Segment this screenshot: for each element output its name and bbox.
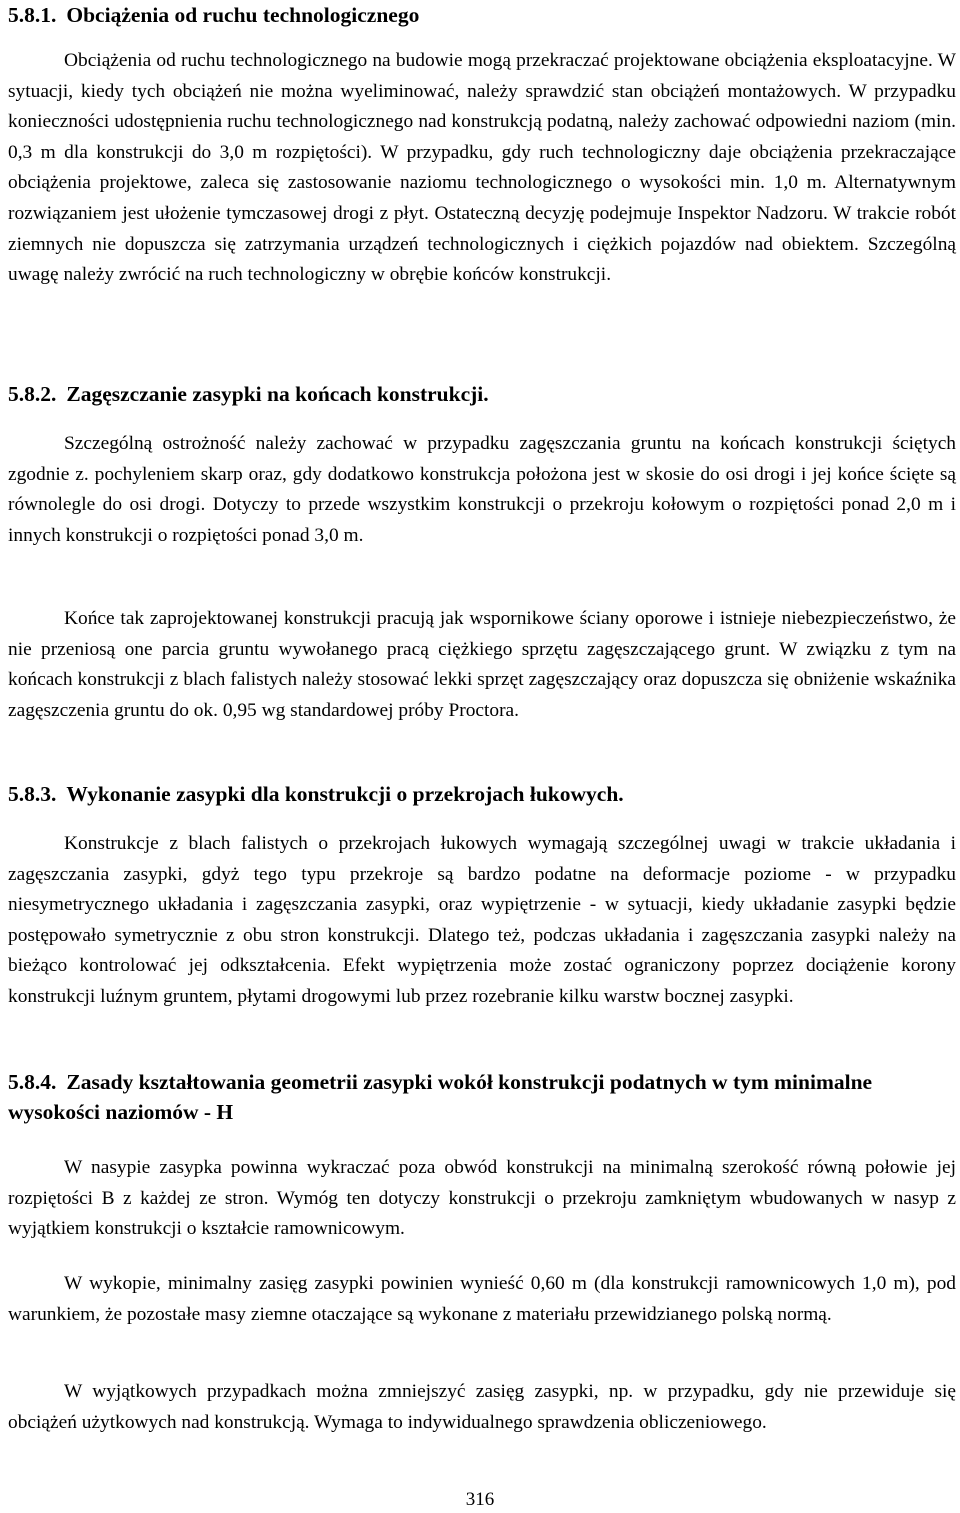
- section-title: Wykonanie zasypki dla konstrukcji o przekrojach łukowych.: [66, 782, 624, 806]
- paragraph: Konstrukcje z blach falistych o przekrojach łukowych wymagają szczególnej uwagi w trakcie układania i zagęszczania zasypki, gdyż tego typu przekroje są bardzo podatne na deformacje poziome - w przypadku niesymetrycznego układania i zagęszczania zasypki, oraz wypiętrzenie - w sytuacji, kiedy układanie zasypki będzie postępowało symetrycznie z obu stron konstrukcji. Dlatego też, podczas układania i zagęszczania zasypki należy na bieżąco kontrolować jej odkształcenia. Efekt wypiętrzenia może zostać ograniczony poprzez dociążenie korony konstrukcji luźnym gruntem, płytami drogowymi lub przez rozebranie kilku warstw bocznej zasypki.: [8, 833, 956, 1007]
- section-heading-5-8-2: [8, 379, 958, 409]
- section-number: 5.8.4.: [8, 1070, 57, 1094]
- section-title: Zasady kształtowania geometrii zasypki wokół konstrukcji podatnych w tym minimalne wysokości naziomów - H: [8, 1070, 873, 1124]
- section-heading-5-8-4: [8, 1067, 958, 1127]
- section-number: 5.8.1.: [8, 3, 57, 27]
- section-number: 5.8.2.: [8, 382, 57, 406]
- paragraph: Końce tak zaprojektowanej konstrukcji pracują jak wspornikowe ściany oporowe i istnieje niebezpieczeństwo, że nie przeniosą one parcia gruntu wywołanego pracą ciężkiego sprzętu zagęszczającego grunt. W związku z tym na końcach konstrukcji z blach falistych należy stosować lekki sprzęt zagęszczający oraz dopuszcza się obniżenie wskaźnika zagęszczenia gruntu do ok. 0,95 wg standardowej próby Proctora.: [8, 608, 956, 721]
- section-number: 5.8.3.: [8, 782, 57, 806]
- paragraph: W wyjątkowych przypadkach można zmniejszyć zasięg zasypki, np. w przypadku, gdy nie przewiduje się obciążeń użytkowych nad konstrukcją. Wymaga to indywidualnego sprawdzenia obliczeniowego.: [8, 1381, 956, 1433]
- paragraph: Szczególną ostrożność należy zachować w przypadku zagęszczania gruntu na końcach konstrukcji ściętych zgodnie z. pochyleniem skarp oraz, gdy dodatkowo konstrukcja położona jest w skosie do osi drogi i jej końce ścięte są równolegle do osi drogi. Dotyczy to przede wszystkim konstrukcji o przekroju kołowym o rozpiętości ponad 2,0 m i innych konstrukcji o rozpiętości ponad 3,0 m.: [8, 433, 956, 546]
- paragraph: Obciążenia od ruchu technologicznego na budowie mogą przekraczać projektowane obciążenia eksploatacyjne. W sytuacji, kiedy tych obciążeń nie można wyeliminować, należy sprawdzić stan obciążeń montażowych. W przypadku konieczności udostępnienia ruchu technologicznego nad konstrukcją podatną, należy zachować odpowiedni naziom (min. 0,3 m dla konstrukcji do 3,0 m rozpiętości). W przypadku, gdy ruch technologiczny daje obciążenia przekraczające obciążenia projektowe, zaleca się zastosowanie naziomu technologicznego o wysokości min. 1,0 m. Alternatywnym rozwiązaniem jest ułożenie tymczasowej drogi z płyt. Ostateczną decyzję podejmuje Inspektor Nadzoru. W trakcie robót ziemnych nie dopuszcza się zatrzymania urządzeń technologicznych i ciężkich pojazdów nad obiektem. Szczególną uwagę należy zwrócić na ruch technologiczny w obrębie końców konstrukcji.: [8, 50, 956, 286]
- section-title: Zagęszczanie zasypki na końcach konstrukcji.: [66, 382, 489, 406]
- section-heading-5-8-3: [8, 779, 958, 809]
- paragraph: W wykopie, minimalny zasięg zasypki powinien wynieść 0,60 m (dla konstrukcji ramownicowych 1,0 m), pod warunkiem, że pozostałe masy ziemne otaczające są wykonane z materiału przewidzianego polską normą.: [8, 1273, 956, 1325]
- page-number: 316: [465, 1489, 495, 1510]
- section-heading-5-8-1: [8, 0, 958, 30]
- section-title: Obciążenia od ruchu technologicznego: [66, 3, 420, 27]
- paragraph: W nasypie zasypka powinna wykraczać poza obwód konstrukcji na minimalną szerokość równą połowie jej rozpiętości B z każdej ze stron. Wymóg ten dotyczy konstrukcji o przekroju zamkniętym wbudowanych w nasyp z wyjątkiem konstrukcji o kształcie ramownicowym.: [8, 1157, 956, 1240]
